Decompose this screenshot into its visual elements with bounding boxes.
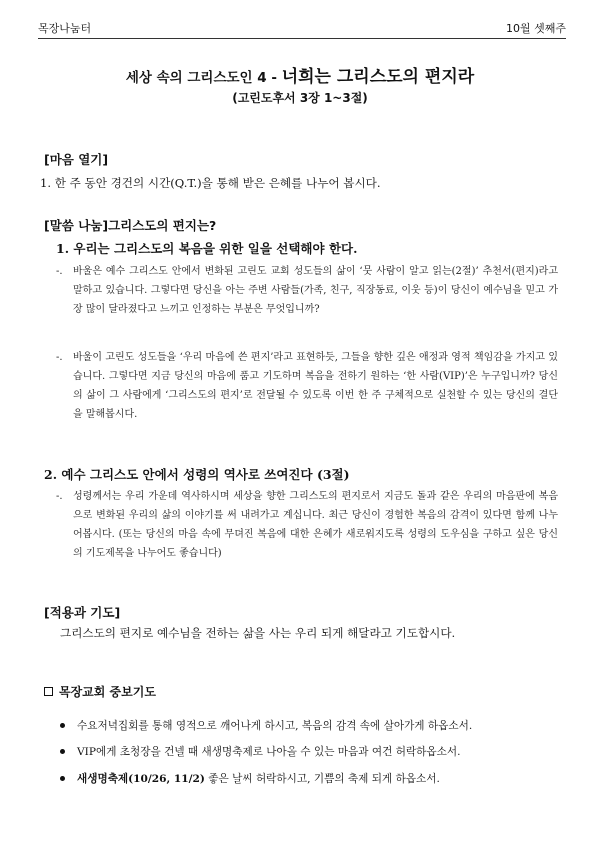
point1-question1-text: 바울은 예수 그리스도 안에서 변화된 고린도 교회 성도들의 삶이 ‘뭇 사람이 알고 읽는(2절)’ 추천서(편지)라고 말하고 있습니다. 그렇다면 당신을 아는 주변 사람들(가족, 친구, 직장동료, 이웃 등)이 당신이 예수님을 믿고 가장 많이 달라졌다고 느끼고 인정하는 부분은 무엇입니까?	[73, 266, 558, 315]
page-title	[0, 62, 600, 87]
header-right: 10월 셋째주	[506, 22, 566, 35]
header-left: 목장나눔터	[38, 22, 92, 35]
point1-title: 1. 우리는 그리스도의 복음을 위한 일을 선택해야 한다.	[56, 241, 358, 256]
point1-question1	[56, 262, 558, 319]
sharing-heading: [말씀 나눔]그리스도의 편지는?	[44, 218, 217, 233]
page-header	[38, 12, 566, 39]
point1-question2-text: 바울이 고린도 성도들을 ‘우리 마음에 쓴 편지’라고 표현하듯, 그들을 향한 깊은 애정과 영적 책임감을 가지고 있습니다. 그렇다면 지금 당신의 마음에 품고 기도하며 복음을 전하기 원하는 ‘한 사람(VIP)’은 누구입니까? 당신의 삶이 그 사람에게 ‘그리스도의 편지’로 전달될 수 있도록 이번 한 주 구체적으로 실천할 수 있는 당신의 결단을 말해봅시다.	[73, 352, 558, 420]
title-prefix: 세상 속의 그리스도인 4 -	[125, 70, 282, 86]
prayer-item	[60, 718, 472, 733]
application-heading: [적용과 기도]	[44, 605, 121, 620]
prayer-item-text: 수요저녁집회를 통해 영적으로 깨어나게 하시고, 복음의 감격 속에 살아가게 하옵소서.	[77, 720, 473, 732]
prayer-heading	[44, 683, 156, 700]
checkbox-icon	[44, 687, 53, 696]
opening-heading: [마음 열기]	[44, 152, 109, 167]
point1-question2	[56, 348, 558, 424]
opening-item: 1. 한 주 동안 경건의 시간(Q.T.)을 통해 받은 은혜를 나누어 봅시다.	[40, 176, 381, 190]
title-main: 너희는 그리스도의 편지라	[281, 67, 475, 87]
prayer-item	[60, 771, 440, 786]
bullet-icon	[60, 749, 65, 754]
prayer-item-text: VIP에게 초청장을 건넬 때 새생명축제로 나아올 수 있는 마음과 여건 허락하옵소서.	[77, 746, 461, 758]
prayer-heading-text: 목장교회 중보기도	[59, 685, 156, 699]
prayer-item-text: 좋은 날씨 허락하시고, 기쁨의 축제 되게 하옵소서.	[208, 773, 440, 785]
point2-question1	[56, 487, 558, 563]
prayer-item	[60, 744, 460, 759]
dash-marker: -.	[56, 266, 63, 277]
bullet-icon	[60, 723, 65, 728]
prayer-item-bold: 새생명축제(10/26, 11/2)	[77, 773, 205, 785]
dash-marker: -.	[56, 352, 63, 363]
dash-marker: -.	[56, 491, 63, 502]
bullet-icon	[60, 776, 65, 781]
page-subtitle: (고린도후서 3장 1~3절)	[232, 91, 368, 105]
point2-title: 2. 예수 그리스도 안에서 성령의 역사로 쓰여진다 (3절)	[44, 467, 350, 482]
point2-question1-text: 성령께서는 우리 가운데 역사하시며 세상을 향한 그리스도의 편지로서 지금도 돌과 같은 우리의 마음판에 복음으로 변화된 우리의 삶의 이야기를 써 내려가고 계십니다. 최근 당신이 경험한 복음의 감격이 있다면 함께 나누어봅시다. (또는 당신의 마음 속에 무뎌진 복음에 대한 은혜가 새로워지도록 성령의 도우심을 구하고 싶은 당신의 기도제목을 나누어도 좋습니다)	[73, 491, 558, 559]
application-text: 그리스도의 편지로 예수님을 전하는 삶을 사는 우리 되게 해달라고 기도합시다.	[60, 626, 456, 640]
